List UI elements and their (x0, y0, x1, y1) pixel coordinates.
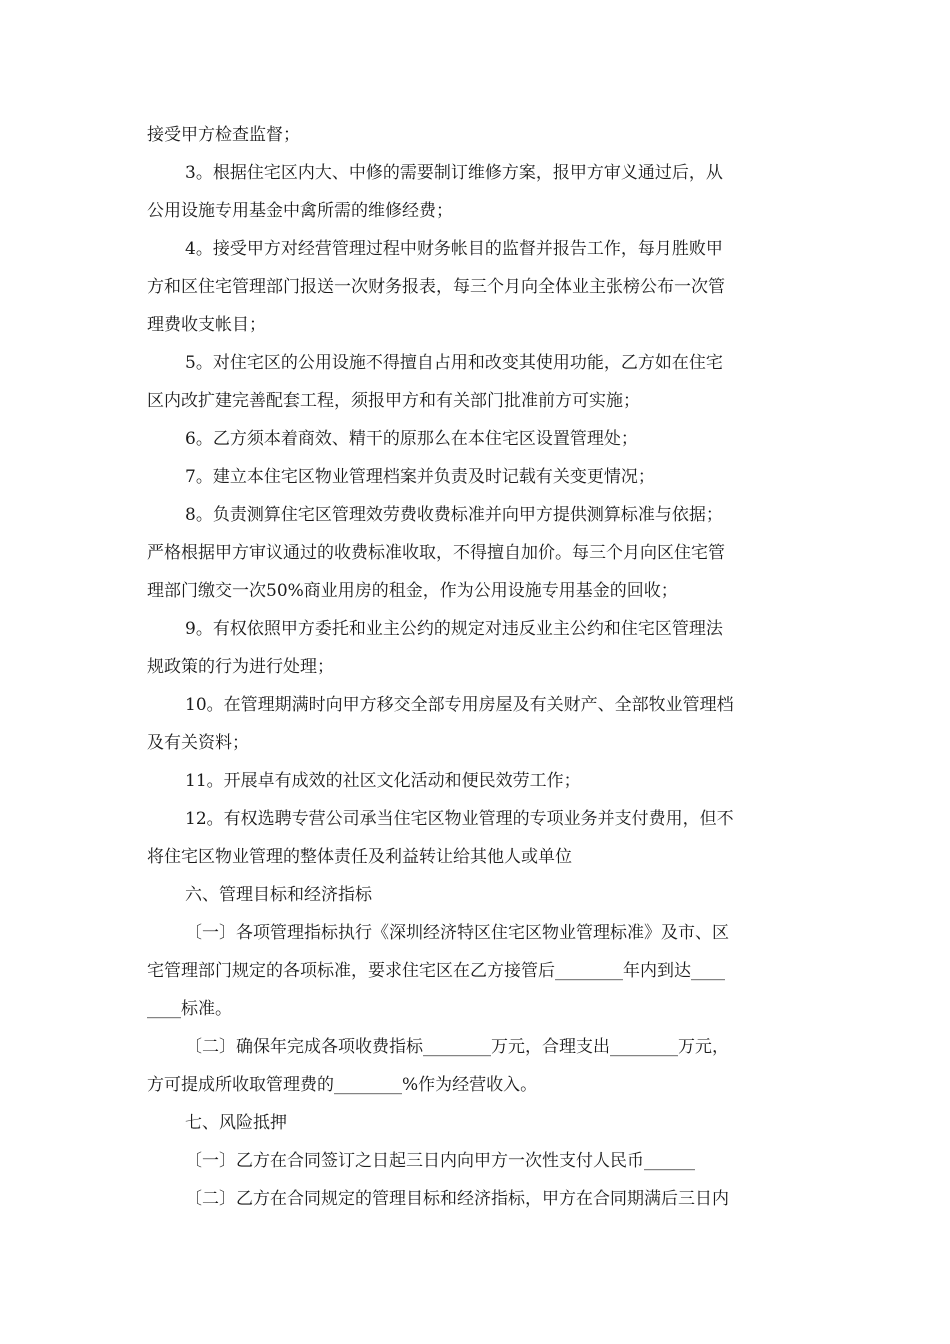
text-line: 公用设施专用基金中禽所需的维修经费； (147, 201, 453, 221)
text-line: 8。负责测算住宅区管理效劳费收费标准并向甲方提供测算标准与依据； (185, 505, 723, 525)
text-line: 10。在管理期满时向甲方移交全部专用房屋及有关财产、全部牧业管理档 (185, 695, 734, 715)
text-line: ____标准。 (147, 999, 232, 1019)
text-line: 〔一〕乙方在合同签订之日起三日内向甲方一次性支付人民币______ (185, 1151, 695, 1171)
text-line: 12。有权选聘专营公司承当住宅区物业管理的专项业务并支付费用，但不 (185, 809, 734, 829)
text-line: 理部门缴交一次50%商业用房的租金，作为公用设施专用基金的回收； (147, 581, 678, 601)
text-line: 宅管理部门规定的各项标准，要求住宅区在乙方接管后________年内到达____ (147, 961, 725, 981)
section-heading: 六、管理目标和经济指标 (185, 885, 372, 905)
text-line: 3。根据住宅区内大、中修的需要制订维修方案，报甲方审义通过后，从 (185, 163, 723, 183)
text-line: 7。建立本住宅区物业管理档案并负责及时记载有关变更情况； (185, 467, 655, 487)
text-line: 〔一〕各项管理指标执行《深圳经济特区住宅区物业管理标准》及市、区 (185, 923, 729, 943)
text-line: 〔二〕乙方在合同规定的管理目标和经济指标，甲方在合同期满后三日内 (185, 1189, 729, 1209)
text-line: 区内改扩建完善配套工程，须报甲方和有关部门批准前方可实施； (147, 391, 640, 411)
text-line: 及有关资料； (147, 733, 249, 753)
text-line: 规政策的行为进行处理； (147, 657, 334, 677)
text-line: 方和区住宅管理部门报送一次财务报表，每三个月向全体业主张榜公布一次管 (147, 277, 725, 297)
text-line: 6。乙方须本着商效、精干的原那么在本住宅区设置管理处； (185, 429, 638, 449)
text-line: 将住宅区物业管理的整体责任及利益转让给其他人或单位 (147, 847, 572, 867)
text-line: 〔二〕确保年完成各项收费指标________万元，合理支出________万元， (185, 1037, 729, 1057)
text-line: 11。开展卓有成效的社区文化活动和便民效劳工作； (185, 771, 581, 791)
text-line: 4。接受甲方对经营管理过程中财务帐目的监督并报告工作，每月胜败甲 (185, 239, 723, 259)
section-heading: 七、风险抵押 (185, 1113, 287, 1133)
text-line: 接受甲方检查监督； (147, 125, 300, 145)
text-line: 严格根据甲方审议通过的收费标准收取，不得擅自加价。每三个月向区住宅管 (147, 543, 725, 563)
text-line: 5。对住宅区的公用设施不得擅自占用和改变其使用功能，乙方如在住宅 (185, 353, 723, 373)
text-line: 理费收支帐目； (147, 315, 266, 335)
text-line: 9。有权依照甲方委托和业主公约的规定对违反业主公约和住宅区管理法 (185, 619, 723, 639)
text-line: 方可提成所收取管理费的________%作为经营收入。 (147, 1075, 538, 1095)
